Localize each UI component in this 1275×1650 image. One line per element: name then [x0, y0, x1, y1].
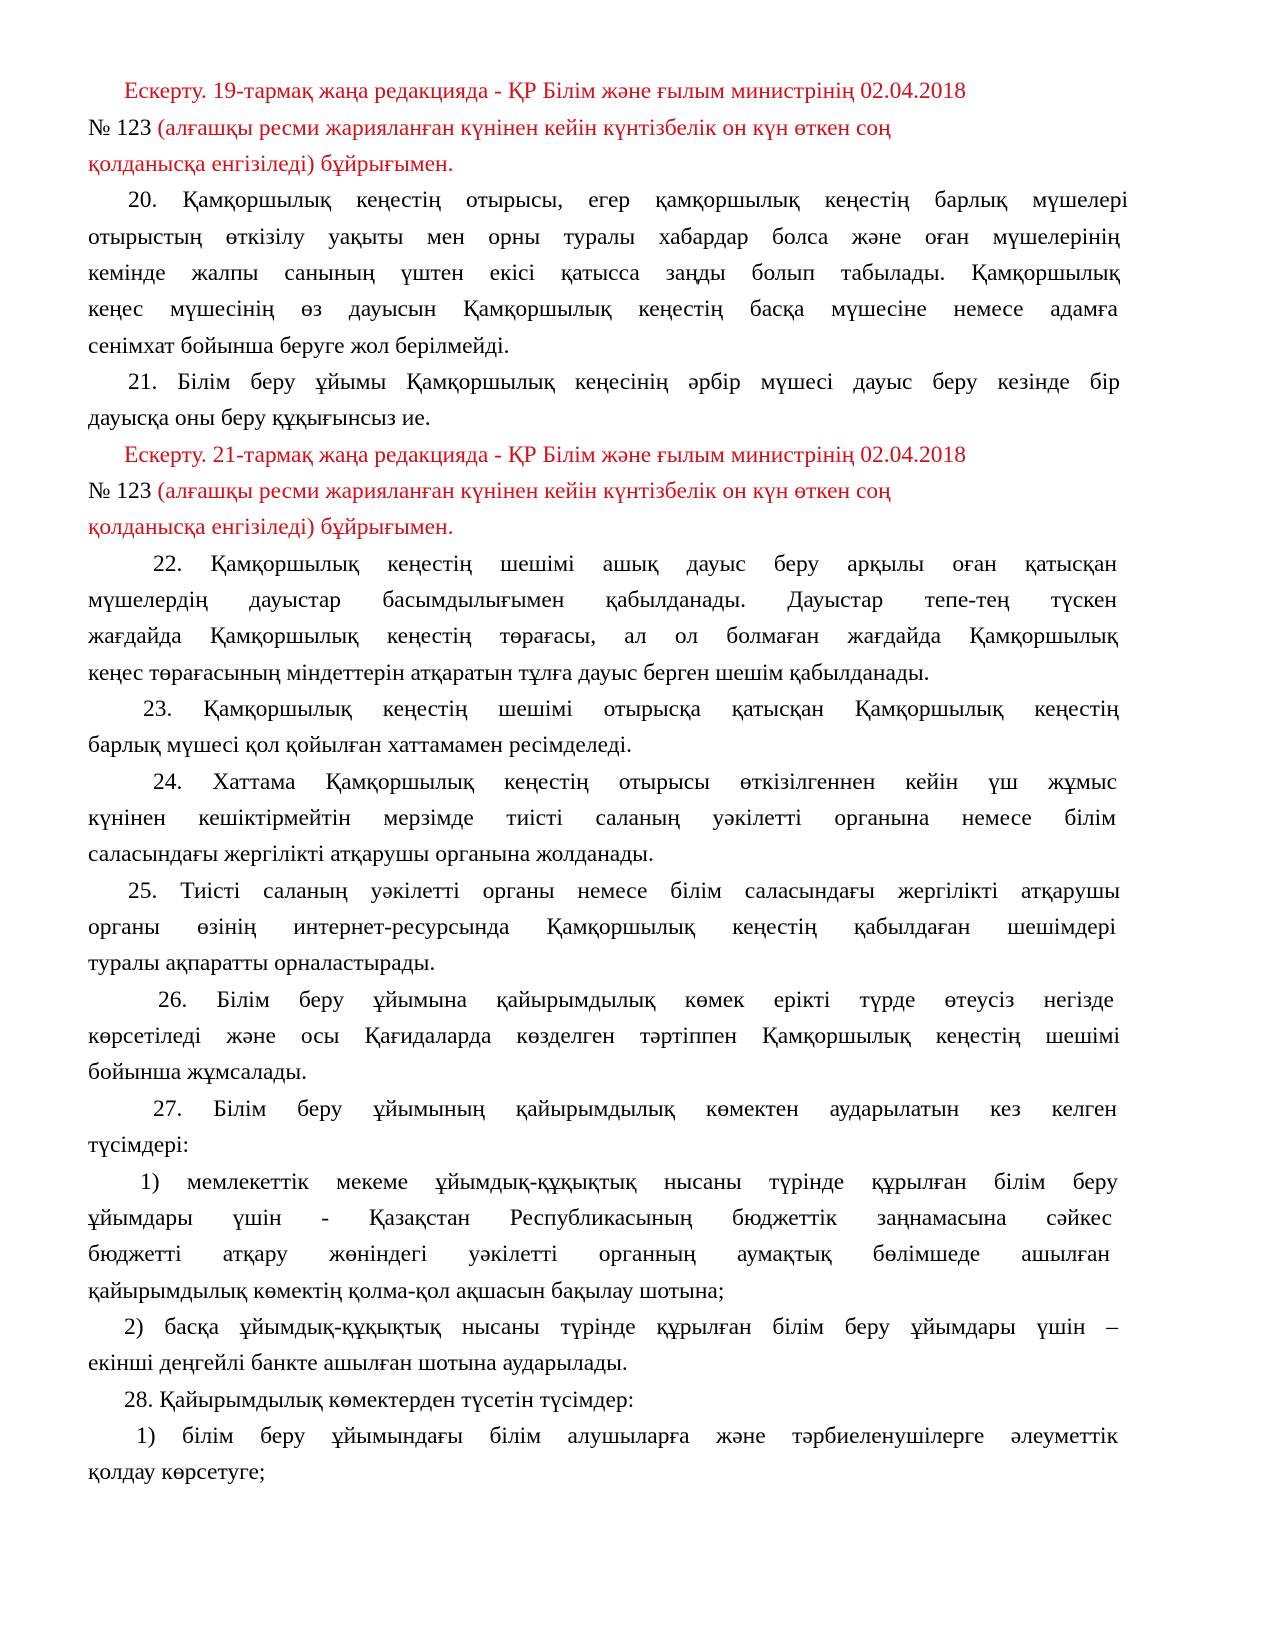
paragraph-20-line-2: отырыстың өткізілу уақыты мен орны туралы хабардар болса және оған мүшелерінің — [88, 224, 1120, 250]
amendment-note-19-line-1: Ескерту. 19-тармақ жаңа редакцияда - ҚР Білім және ғылым министрінің 02.04.2018 — [124, 78, 966, 104]
paragraph-26-line-3: бойынша жұмсалады. — [88, 1059, 308, 1085]
amendment-note-19-line-3: қолданысқа енгізіледі) бұйрығымен. — [88, 151, 454, 177]
subitem-27-2-line-2: екінші деңгейлі банкте ашылған шотына аударылады. — [88, 1350, 628, 1376]
subitem-27-1-line-2: ұйымдары үшін - Қазақстан Республикасының бюджеттік заңнамасына сәйкес — [88, 1205, 1112, 1231]
order-number: № 123 — [88, 115, 158, 141]
amendment-note-21-line-1: Ескерту. 21-тармақ жаңа редакцияда - ҚР Білім және ғылым министрінің 02.04.2018 — [124, 442, 966, 468]
paragraph-24-line-1: 24. Хаттама Қамқоршылық кеңестің отырысы өткізілгеннен кейін үш жұмыс — [153, 769, 1117, 795]
paragraph-22-line-2: мүшелердің дауыстар басымдылығымен қабылданады. Дауыстар тепе-тең түскен — [88, 587, 1117, 613]
paragraph-24-line-3: саласындағы жергілікті атқарушы органына жолданады. — [88, 841, 654, 867]
paragraph-26-line-1: 26. Білім беру ұйымына қайырымдылық көмек ерікті түрде өтеусіз негізде — [158, 987, 1114, 1013]
subitem-28-1-line-2: қолдау көрсетуге; — [88, 1459, 266, 1485]
subitem-27-1-line-1: 1) мемлекеттік мекеме ұйымдық-құқықтық нысаны түрінде құрылған білім беру — [140, 1169, 1118, 1195]
paragraph-23-line-2: барлық мүшесі қол қойылған хаттамамен ресімделеді. — [88, 732, 633, 758]
paragraph-27-line-1: 27. Білім беру ұйымының қайырымдылық көмектен аударылатын кез келген — [153, 1096, 1117, 1122]
amendment-note-text: (алғашқы ресми жарияланған күнінен кейін күнтізбелік он күн өткен соң — [157, 478, 891, 504]
paragraph-24-line-2: күнінен кешіктірмейтін мерзімде тиісті саланың уәкілетті органына немесе білім — [88, 805, 1116, 831]
paragraph-20-line-1: 20. Қамқоршылық кеңестің отырысы, егер қамқоршылық кеңестің барлық мүшелері — [128, 187, 1128, 213]
paragraph-26-line-2: көрсетіледі және осы Қағидаларда көзделген тәртіппен Қамқоршылық кеңестің шешімі — [88, 1023, 1120, 1049]
paragraph-25-line-3: туралы ақпаратты орналастырады. — [88, 950, 436, 976]
order-number: № 123 — [88, 478, 158, 504]
subitem-27-1-line-3: бюджетті атқару жөніндегі уәкілетті органның аумақтық бөлімшеде ашылған — [88, 1241, 1110, 1267]
paragraph-27-line-2: түсімдері: — [88, 1132, 190, 1158]
paragraph-23-line-1: 23. Қамқоршылық кеңестің шешімі отырысқа қатысқан Қамқоршылық кеңестің — [143, 696, 1119, 722]
paragraph-20-line-5: сенімхат бойынша беруге жол берілмейді. — [88, 333, 510, 359]
amendment-note-21-line-2 — [88, 476, 1178, 506]
paragraph-28-line-1: 28. Қайырымдылық көмектерден түсетін түсімдер: — [124, 1387, 635, 1413]
amendment-note-text: (алғашқы ресми жарияланған күнінен кейін күнтізбелік он күн өткен соң — [157, 115, 891, 141]
paragraph-21-line-2: дауысқа оны беру құқығынсыз ие. — [88, 405, 431, 431]
paragraph-25-line-1: 25. Тиісті саланың уәкілетті органы немесе білім саласындағы жергілікті атқарушы — [128, 878, 1120, 904]
paragraph-22-line-4: кеңес төрағасының міндеттерін атқаратын тұлға дауыс берген шешім қабылданады. — [88, 660, 930, 686]
amendment-note-21-line-3: қолданысқа енгізіледі) бұйрығымен. — [88, 514, 454, 540]
subitem-27-2-line-1: 2) басқа ұйымдық-құқықтық нысаны түрінде құрылған білім беру ұйымдары үшін – — [124, 1314, 1118, 1340]
paragraph-22-line-1: 22. Қамқоршылық кеңестің шешімі ашық дауыс беру арқылы оған қатысқан — [153, 551, 1117, 577]
paragraph-20-line-3: кемінде жалпы санының үштен екісі қатысса заңды болып табылады. Қамқоршылық — [88, 260, 1120, 286]
amendment-note-19-line-2 — [88, 113, 1178, 143]
paragraph-20-line-4: кеңес мүшесінің өз дауысын Қамқоршылық кеңестің басқа мүшесіне немесе адамға — [88, 296, 1118, 322]
subitem-27-1-line-4: қайырымдылық көмектің қолма-қол ақшасын бақылау шотына; — [88, 1278, 725, 1304]
paragraph-21-line-1: 21. Білім беру ұйымы Қамқоршылық кеңесінің әрбір мүшесі дауыс беру кезінде бір — [128, 369, 1120, 395]
paragraph-22-line-3: жағдайда Қамқоршылық кеңестің төрағасы, ал ол болмаған жағдайда Қамқоршылық — [88, 623, 1118, 649]
paragraph-25-line-2: органы өзінің интернет-ресурсында Қамқоршылық кеңестің қабылдаған шешімдері — [88, 914, 1116, 940]
subitem-28-1-line-1: 1) білім беру ұйымындағы білім алушыларға және тәрбиеленушілерге әлеуметтік — [136, 1423, 1118, 1449]
